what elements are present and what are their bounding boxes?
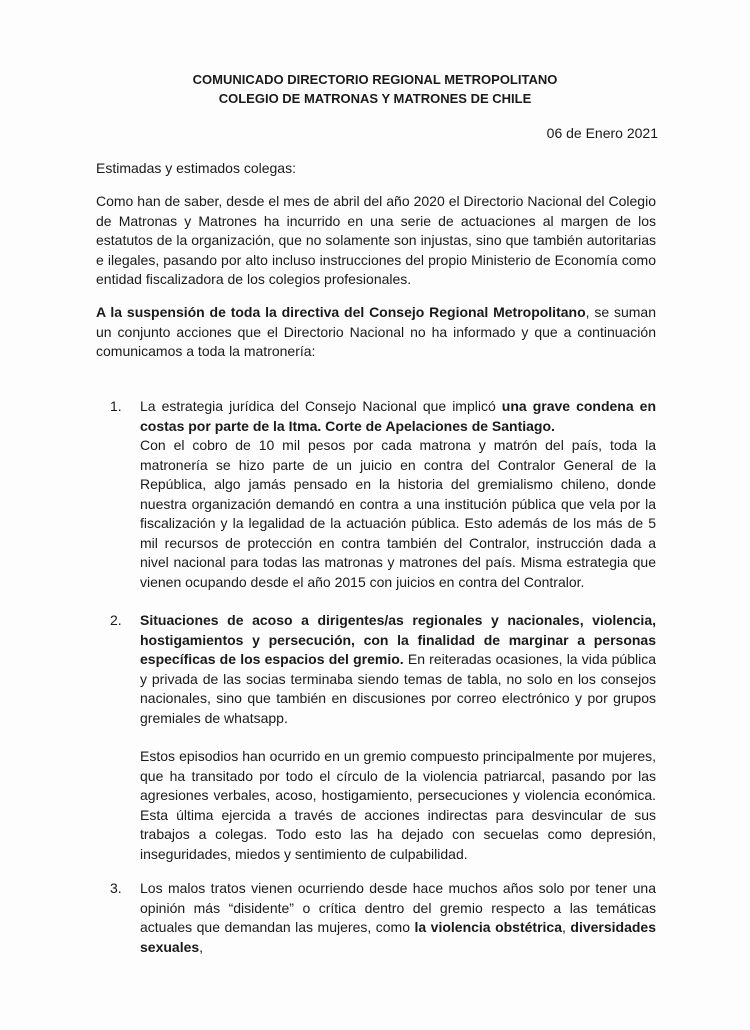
- list-item-paragraph: [140, 879, 656, 957]
- list-item-bold: una grave condena en costas por parte de la Itma. Corte de Apelaciones de Santiago.: [140, 398, 657, 434]
- list-item-text: En reiteradas ocasiones, la vida pública y privada de las socias terminaba siendo temas de tabla, no solo en los consejos nacionales, sino que también en discusiones por correo electrónico y por grupos gremiales de whatsapp.: [140, 651, 656, 726]
- intro-paragraph: Como han de saber, desde el mes de abril del año 2020 el Directorio Nacional del Colegio de Matronas y Matrones ha incurrido en una serie de actuaciones al margen de los estatutos de la organización, que no solamente son injustas, sino que también autoritarias e ilegales, pasando por alto incluso instrucciones del propio Ministerio de Economía como entidad fiscalizadora de los colegios profesionales.: [96, 193, 656, 287]
- suspension-text: , se suman un conjunto acciones que el Directorio Nacional no ha informado y que a continuación comunicamos a toda la matronería:: [96, 304, 656, 359]
- salutation: Estimadas y estimados colegas:: [96, 160, 296, 176]
- list-item: [110, 879, 656, 957]
- list-item: [110, 611, 656, 864]
- list-item-bold-2: diversidades sexuales: [140, 919, 656, 955]
- document-header: [0, 70, 750, 108]
- document-date: 06 de Enero 2021: [546, 125, 658, 141]
- suspension-bold-text: A la suspensión de toda la directiva del Consejo Regional Metropolitano: [96, 304, 586, 320]
- suspension-paragraph: [96, 303, 656, 362]
- list-item-bold-1: la violencia obstétrica: [414, 919, 562, 935]
- list-item-text: Los malos tratos vienen ocurriendo desde hace muchos años solo por tener una opinión más “disidente” o crítica dentro del gremio respecto a las temáticas actuales que demandan las mujeres, como: [140, 880, 656, 935]
- list-item-separator: ,: [562, 919, 571, 935]
- header-line-2: COLEGIO DE MATRONAS Y MATRONES DE CHILE: [218, 91, 532, 106]
- list-item-heading: [140, 397, 656, 436]
- header-line-1: COMUNICADO DIRECTORIO REGIONAL METROPOLITANO: [192, 72, 558, 87]
- list-item-bold: Situaciones de acoso a dirigentes/as regionales y nacionales, violencia, hostigamientos y persecución, con la finalidad de marginar a personas específicas de los espacios del gremio.: [140, 612, 656, 667]
- list-item-number: 2.: [110, 612, 122, 628]
- list-item-paragraph: [140, 611, 656, 728]
- list-item-text: Con el cobro de 10 mil pesos por cada matrona y matrón del país, toda la matronería se hizo parte de un juicio en contra del Contralor General de la República, algo jamás pensado en la historia del gremialismo chileno, donde nuestra organización demandó en contra a una institución pública que vela por la fiscalización y la legalidad de la actuación pública. Esto además de los más de 5 mil recursos de protección en contra también del Contralor, instrucción dada a nivel nacional para todas las matronas y matrones del país. Misma estrategia que vienen ocupando desde el año 2015 con juicios en contra del Contralor.: [140, 437, 656, 590]
- list-item: [110, 397, 656, 592]
- list-item-subparagraph: Estos episodios han ocurrido en un gremio compuesto principalmente por mujeres, que ha transitado por todo el círculo de la violencia patriarcal, pasando por las agresiones verbales, acoso, hostigamiento, persecuciones y violencia económica. Esta última ejercida a través de acciones indirectas para desvincular de sus trabajos a colegas. Todo esto las ha dejado con secuelas como depresión, inseguridades, miedos y sentimiento de culpabilidad.: [140, 748, 656, 862]
- list-item-lead: La estrategia jurídica del Consejo Nacional que implicó: [140, 398, 502, 414]
- list-item-number: 1.: [110, 398, 122, 414]
- list-item-tail: ,: [199, 938, 204, 955]
- list-item-number: 3.: [110, 880, 122, 896]
